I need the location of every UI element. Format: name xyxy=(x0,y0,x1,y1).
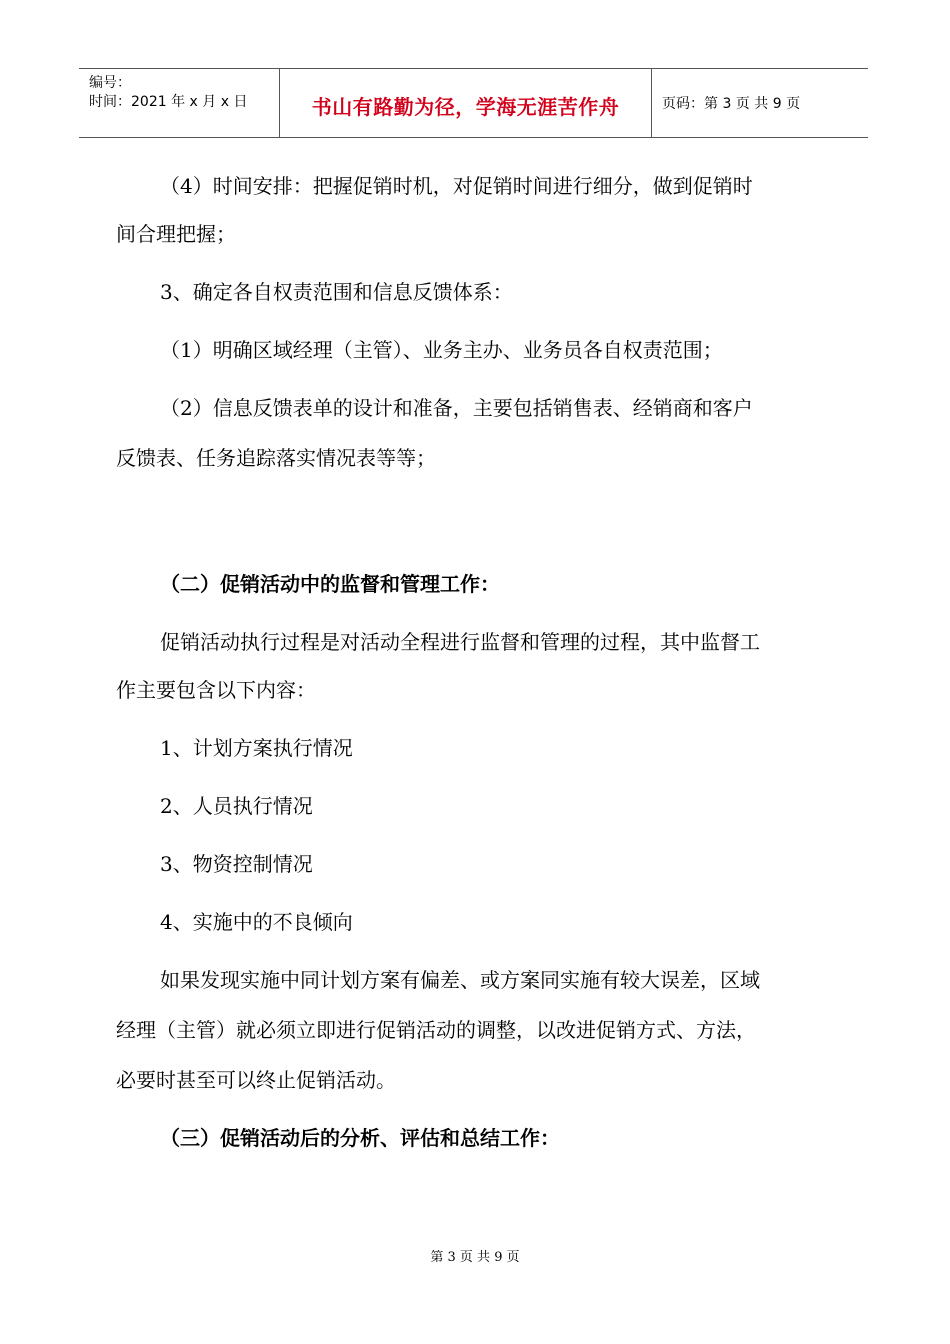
paragraph-feedback-cont: 反馈表、任务追踪落实情况表等等； xyxy=(116,446,436,470)
document-header xyxy=(79,68,868,138)
header-page-cell xyxy=(652,69,868,137)
paragraph-adjustment: 如果发现实施中同计划方案有偏差、或方案同实施有较大误差，区域 xyxy=(160,968,760,992)
list-item-2: 2、人员执行情况 xyxy=(160,794,313,818)
paragraph-feedback: （2）信息反馈表单的设计和准备，主要包括销售表、经销商和客户 xyxy=(160,396,753,420)
paragraph-scope: （1）明确区域经理（主管）、业务主办、业务员各自权责范围； xyxy=(160,338,723,362)
paragraph-supervision-cont: 作主要包含以下内容： xyxy=(116,678,316,702)
time-label: 时间：2021 年 x 月 x 日 xyxy=(89,94,248,110)
section-heading-3: （三）促销活动后的分析、评估和总结工作： xyxy=(160,1126,560,1150)
list-item-3: 3、物资控制情况 xyxy=(160,852,313,876)
page-footer: 第 3 页 共 9 页 xyxy=(430,1250,520,1265)
paragraph-adjustment-cont-2: 必要时甚至可以终止促销活动。 xyxy=(116,1068,396,1092)
paragraph-supervision: 促销活动执行过程是对活动全程进行监督和管理的过程，其中监督工 xyxy=(160,630,760,654)
header-page-info: 页码：第 3 页 共 9 页 xyxy=(662,96,801,112)
paragraph-time-arrangement: （4）时间安排：把握促销时机，对促销时间进行细分，做到促销时 xyxy=(160,174,753,198)
paragraph-responsibility: 3、确定各自权责范围和信息反馈体系： xyxy=(160,280,513,304)
section-heading-2: （二）促销活动中的监督和管理工作： xyxy=(160,572,500,596)
header-motto: 书山有路勤为径，学海无涯苦作舟 xyxy=(311,95,620,119)
header-meta-cell xyxy=(79,69,280,137)
paragraph-adjustment-cont-1: 经理（主管）就必须立即进行促销活动的调整，以改进促销方式、方法， xyxy=(116,1018,756,1042)
paragraph-time-arrangement-cont: 间合理把握； xyxy=(116,222,236,246)
list-item-1: 1、计划方案执行情况 xyxy=(160,736,353,760)
list-item-4: 4、实施中的不良倾向 xyxy=(160,910,353,934)
header-motto-cell xyxy=(280,69,652,137)
serial-label: 编号： xyxy=(89,75,131,91)
